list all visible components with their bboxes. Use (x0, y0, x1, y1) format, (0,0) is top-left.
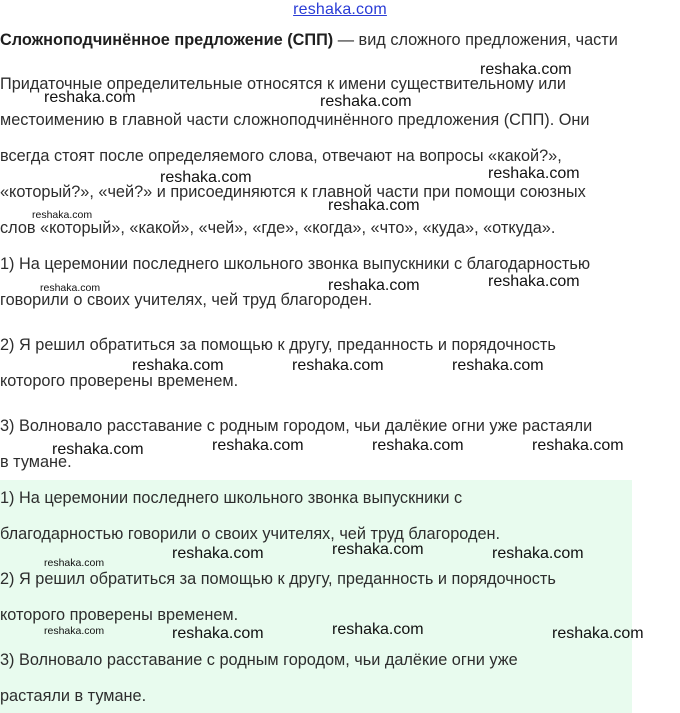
watermark: reshaka.com (488, 273, 580, 290)
intro-paragraph-line: Придаточные определительные относятся к имени существительному или (0, 75, 566, 93)
watermark: reshaka.com (328, 277, 420, 294)
watermark: reshaka.com (172, 545, 264, 562)
watermark: reshaka.com (160, 169, 252, 186)
answer-box (0, 480, 632, 713)
watermark: reshaka.com (212, 437, 304, 454)
site-watermark-link[interactable]: reshaka.com (293, 1, 387, 18)
definition-text: — вид сложного предложения, части (333, 31, 618, 49)
task-2-line: которого проверены временем. (0, 372, 239, 390)
watermark: reshaka.com (488, 165, 580, 182)
answer-3-line: растаяли в тумане. (0, 687, 147, 705)
watermark: reshaka.com (480, 61, 572, 78)
watermark: reshaka.com (332, 541, 424, 558)
task-2-line: 2) Я решил обратиться за помощью к другу, преданность и порядочность (0, 336, 556, 354)
watermark: reshaka.com (40, 282, 101, 294)
task-1-line: 1) На церемонии последнего школьного звонка выпускники с благодарностью (0, 255, 591, 273)
intro-paragraph-line: слов «который», «какой», «чей», «где», «когда», «что», «куда», «откуда». (0, 219, 556, 237)
watermark: reshaka.com (172, 625, 264, 642)
intro-paragraph-line: всегда стоят после определяемого слова, отвечают на вопросы «какой?», (0, 147, 562, 165)
task-3-line: в тумане. (0, 453, 72, 471)
task-1-line: говорили о своих учителях, чей труд благороден. (0, 291, 373, 309)
watermark: reshaka.com (52, 441, 144, 458)
answer-1-line: 1) На церемонии последнего школьного звонка выпускники с (0, 489, 463, 507)
watermark: reshaka.com (372, 437, 464, 454)
definition-term: Сложноподчинённое предложение (СПП) (0, 31, 334, 49)
answer-1-line: благодарностью говорили о своих учителях, чей труд благороден. (0, 525, 501, 543)
watermark: reshaka.com (32, 209, 93, 221)
answer-3-line: 3) Волновало расставание с родным городом, чьи далёкие огни уже (0, 651, 518, 669)
intro-paragraph-line: местоимению в главной части сложноподчинённого предложения (СПП). Они (0, 111, 590, 129)
watermark: reshaka.com (328, 197, 420, 214)
watermark: reshaka.com (532, 437, 624, 454)
watermark: reshaka.com (44, 625, 105, 637)
answer-2-line: которого проверены временем. (0, 606, 239, 624)
task-3-line: 3) Волновало расставание с родным городом, чьи далёкие огни уже растаяли (0, 417, 593, 435)
intro-paragraph-line: «который?», «чей?» и присоединяются к главной части при помощи союзных (0, 183, 586, 201)
watermark: reshaka.com (44, 557, 105, 569)
watermark: reshaka.com (132, 357, 224, 374)
watermark: reshaka.com (552, 625, 644, 642)
watermark: reshaka.com (320, 93, 412, 110)
watermark: reshaka.com (44, 89, 136, 106)
watermark: reshaka.com (332, 621, 424, 638)
watermark: reshaka.com (492, 545, 584, 562)
definition-line (0, 30, 618, 50)
watermark: reshaka.com (292, 357, 384, 374)
watermark: reshaka.com (452, 357, 544, 374)
answer-2-line: 2) Я решил обратиться за помощью к другу, преданность и порядочность (0, 570, 556, 588)
